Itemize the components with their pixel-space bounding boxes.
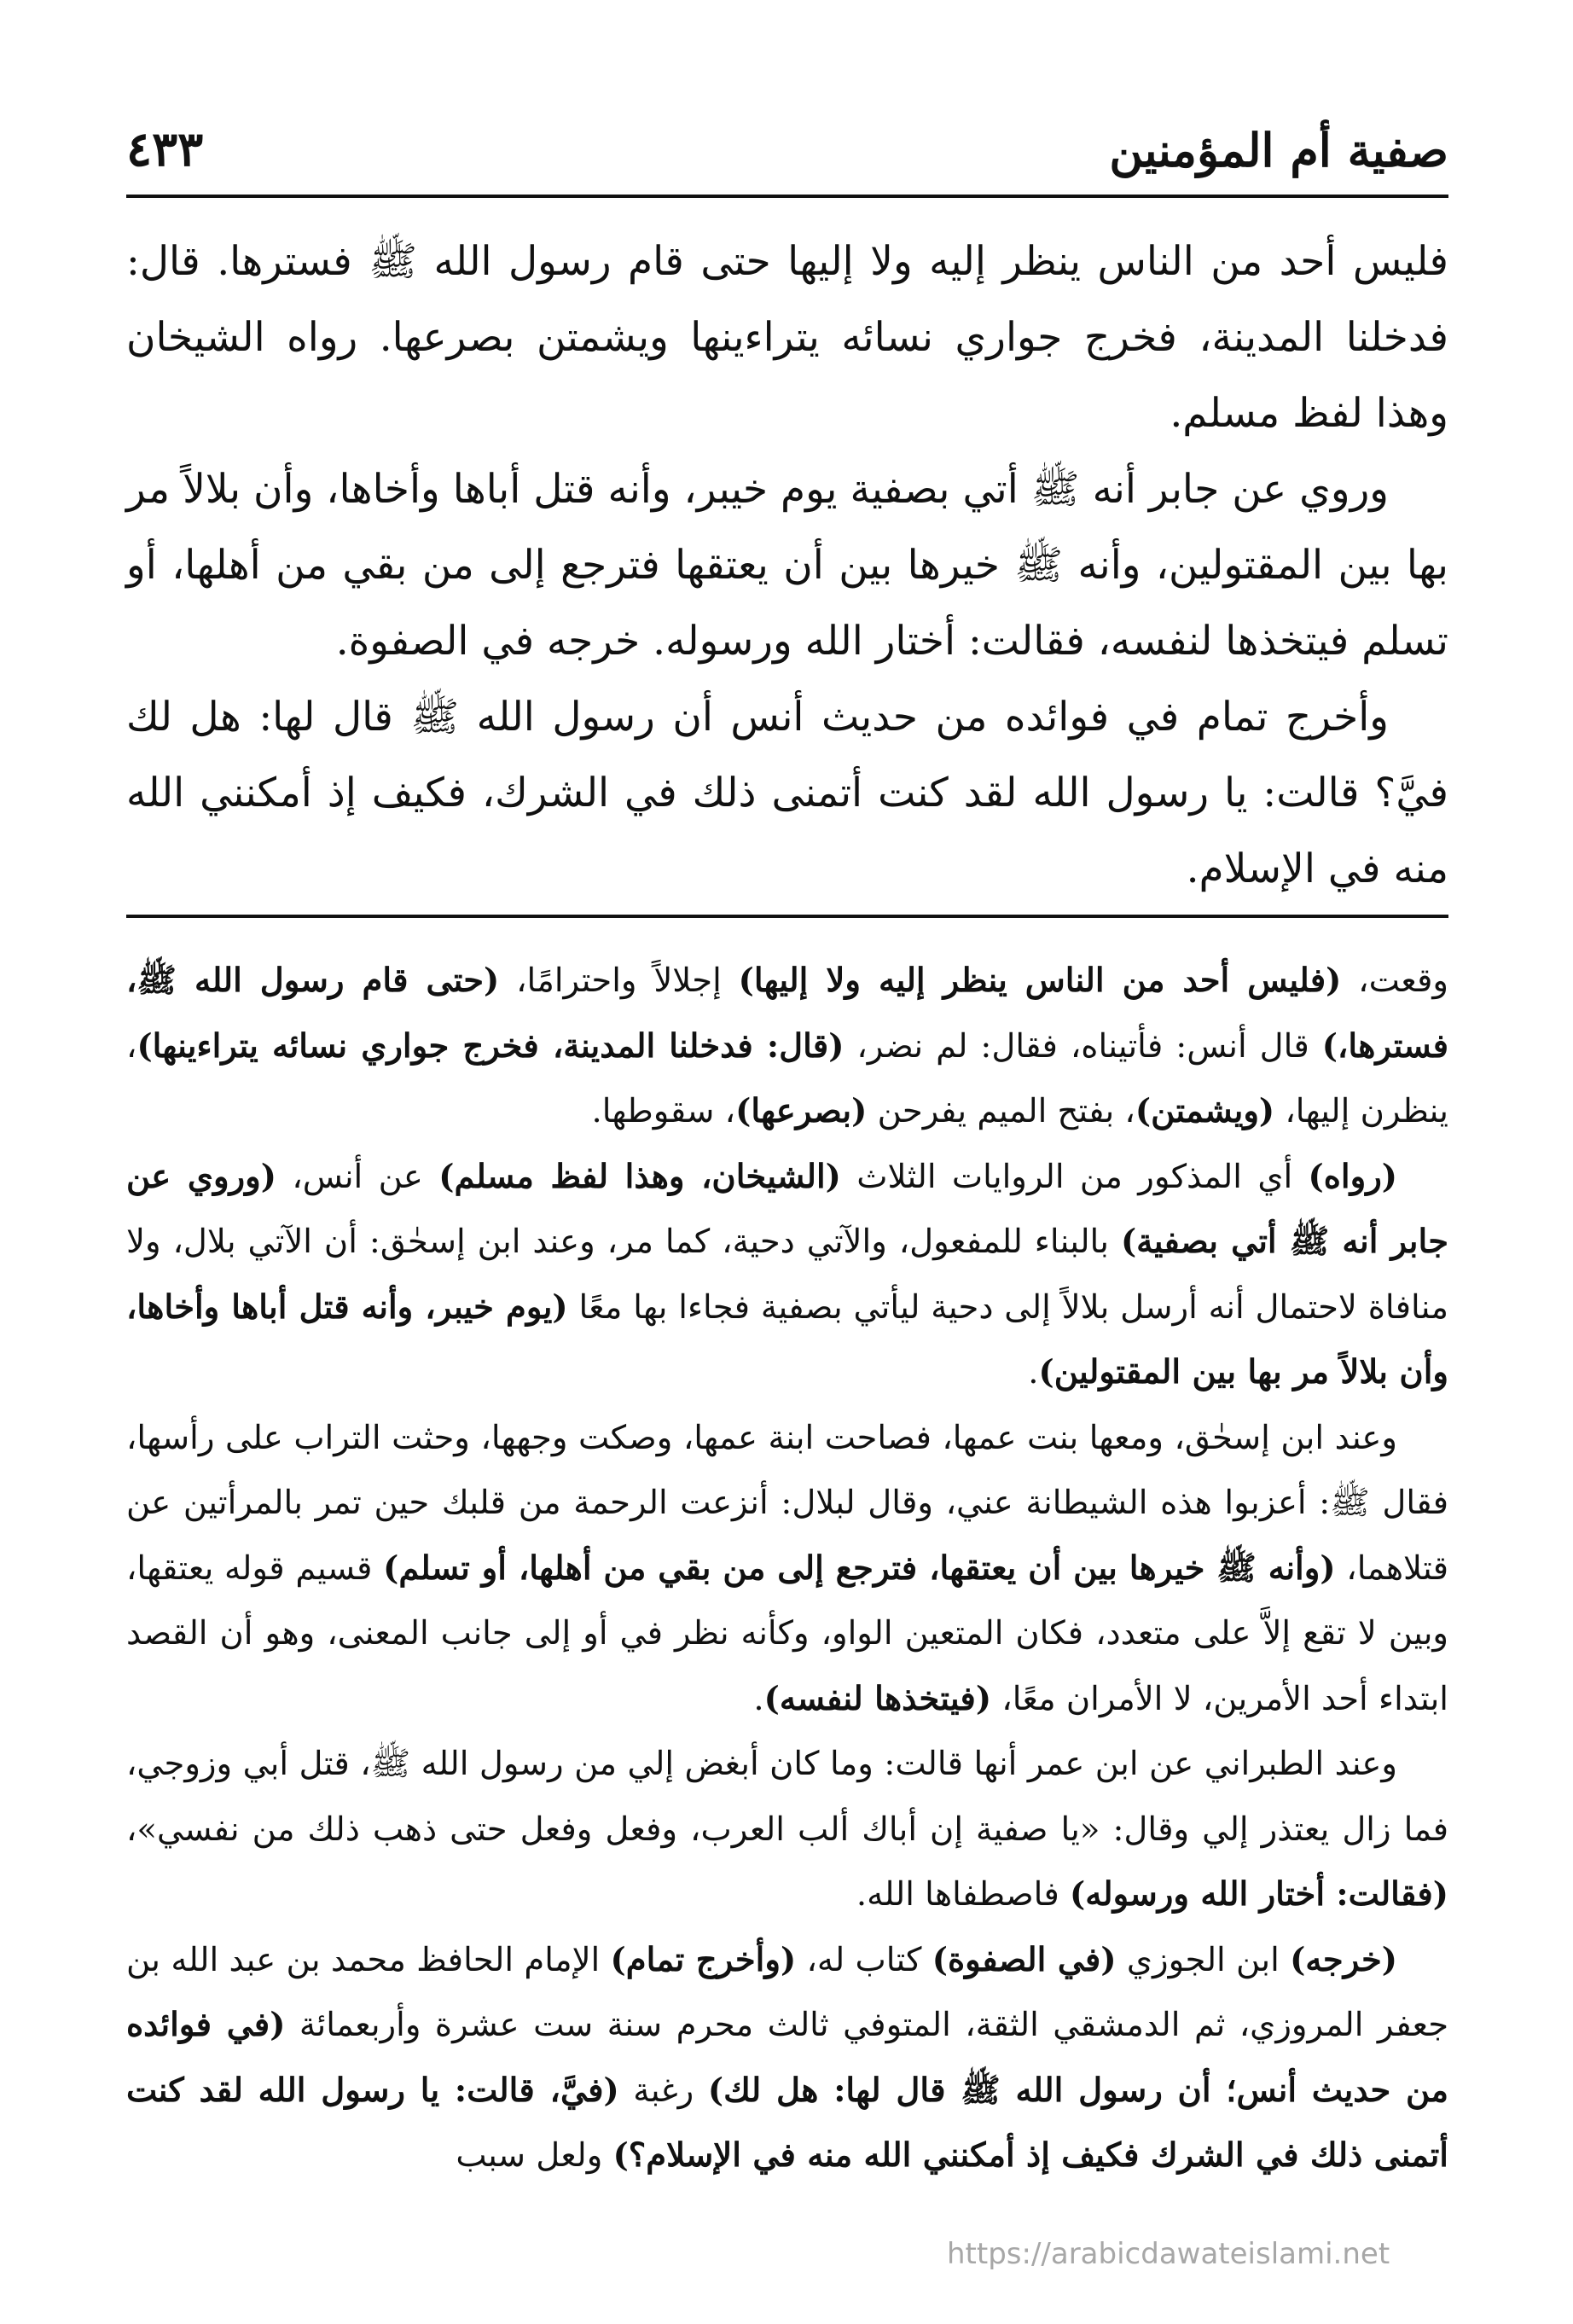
header-rule: [126, 195, 1448, 198]
commentary-paragraph-2: [126, 1145, 1448, 1406]
commentary-divider: [126, 915, 1448, 918]
commentary-text: ابن الجوزي: [1116, 1940, 1291, 1979]
commentary-text: رغبة: [618, 2071, 708, 2110]
commentary-text: عن أنس،: [276, 1157, 439, 1196]
quoted-text: (قال: فدخلنا المدينة، فخرج جواري نسائه يتراءينها): [136, 1026, 845, 1066]
quoted-text: (وأخرج تمام): [610, 1940, 797, 1979]
quoted-text: (في الصفوة): [932, 1940, 1117, 1979]
quoted-text: (بصرعها): [735, 1092, 868, 1130]
commentary-text: الإمام الحافظ محمد بن عبد الله بن جعفر المروزي، ثم الدمشقي الثقة، المتوفي ثالث محرم سنة ست عشرة وأربعمائة: [126, 1940, 1448, 2044]
page-header: [126, 92, 1448, 177]
commentary-text: .: [1028, 1353, 1039, 1391]
quoted-text: (وأنه ﷺ خيرها بين أن يعتقها، فترجع إلى من بقي من أهلها، أو تسلم): [383, 1548, 1336, 1588]
commentary-text: كتاب له،: [796, 1940, 932, 1979]
quoted-text: (الشيخان، وهذا لفظ مسلم): [438, 1157, 841, 1196]
quoted-text: (فليس أحد من الناس ينظر إليه ولا إليها): [738, 962, 1342, 1000]
commentary-text: قال أنس: فأتيناه، فقال: لم نضر،: [844, 1026, 1322, 1066]
commentary-text: .: [753, 1679, 764, 1718]
quoted-text: (يوم خيبر، وأنه قتل أباها وأخاها، وأن بلالاً مر بها بين المقتولين): [126, 1287, 1448, 1391]
main-text: [126, 224, 1448, 907]
commentary-paragraph-4: [126, 1732, 1448, 1928]
commentary-text: أي المذكور من الروايات الثلاث: [840, 1157, 1309, 1196]
commentary-text: ، ينظرن إليها،: [126, 1026, 1448, 1130]
commentary-text: إجلالاً واحترامًا،: [499, 962, 739, 1000]
commentary-paragraph-3: [126, 1406, 1448, 1733]
commentary-text: ، بفتح الميم يفرحن: [867, 1092, 1135, 1130]
quoted-text: (رواه): [1308, 1157, 1398, 1196]
commentary-text: وعند ابن إسحٰق، ومعها بنت عمها، فصاحت ابنة عمها، وصكت وجهها، وحثت التراب على رأسها، فقال ﷺ: أعزبوا هذه الشيطانة عني، وقال لبلال: أنزعت الرحمة من قلبك حين تمر بالمرأتين عن قتلاهما،: [126, 1418, 1449, 1588]
quoted-text: (فيتخذها لنفسه): [763, 1679, 992, 1718]
quoted-text: (فيَّ، قالت: يا رسول الله لقد كنت أتمنى ذلك في الشرك فكيف إذ أمكنني الله منه في الإسلام؟): [126, 2071, 1448, 2175]
main-paragraph-1: فليس أحد من الناس ينظر إليه ولا إليها حتى قام رسول الله ﷺ فسترها. قال: فدخلنا المدينة، فخرج جواري نسائه يتراءينها ويشمتن بصرعها. رواه الشيخان وهذا لفظ مسلم.: [126, 238, 1448, 437]
running-title: صفية أم المؤمنين: [1109, 123, 1448, 177]
quoted-text: (فقالت: أختار الله ورسوله): [1070, 1875, 1448, 1914]
commentary-text: ولعل سبب: [456, 2136, 613, 2175]
commentary-paragraph-5: [126, 1928, 1448, 2189]
commentary-text: بالبناء للمفعول، والآتي دحية، كما مر، وعند ابن إسحٰق: أن الآتي بلال، ولا منافاة لاحتمال أنه أرسل بلالاً إلى دحية ليأتي بصفية فجاءا بها معًا: [126, 1223, 1449, 1327]
commentary-paragraph-1: [126, 949, 1448, 1145]
page-number: ٤٣٣: [126, 121, 204, 177]
commentary-text: ، سقوطها.: [591, 1092, 736, 1130]
commentary-text: وعند الطبراني عن ابن عمر أنها قالت: وما كان أبغض إلي من رسول الله ﷺ، قتل أبي وزوجي، فما زال يعتذر إلي وقال: «يا صفية إن أباك ألب العرب، وفعل وفعل حتى ذهب ذلك من نفسي»،: [126, 1745, 1448, 1849]
commentary-text: فاصطفاها الله.: [856, 1875, 1071, 1914]
quoted-text: (ويشمتن): [1135, 1092, 1275, 1130]
watermark: https://arabicdawateislami.net: [947, 2237, 1390, 2271]
commentary-text: وقعت،: [1341, 962, 1448, 1000]
main-paragraph-2: وروي عن جابر أنه ﷺ أتي بصفية يوم خيبر، وأنه قتل أباها وأخاها، وأن بلالاً مر بها بين المقتولين، وأنه ﷺ خيرها بين أن يعتقها فترجع إلى من بقي من أهلها، أو تسلم فيتخذها لنفسه، فقالت: أختار الله ورسوله. خرجه في الصفوة.: [126, 466, 1448, 665]
main-paragraph-3: وأخرج تمام في فوائده من حديث أنس أن رسول الله ﷺ قال لها: هل لك فيَّ؟ قالت: يا رسول الله لقد كنت أتمنى ذلك في الشرك، فكيف إذ أمكنني الله منه في الإسلام.: [126, 694, 1448, 892]
quoted-text: (في فوائده من حديث أنس؛ أن رسول الله ﷺ قال لها: هل لك): [126, 2006, 1448, 2110]
commentary-text: قسيم قوله يعتقها، وبين لا تقع إلاَّ على متعدد، فكان المتعين الواو، وكأنه نظر في أو إلى جانب المعنى، وهو أن القصد ابتداء أحد الأمرين، لا الأمران معًا،: [126, 1548, 1449, 1718]
quoted-text: (حتى قام رسول الله ﷺ، فسترها،): [126, 962, 1448, 1066]
quoted-text: (وروي عن جابر أنه ﷺ أتي بصفية): [126, 1157, 1448, 1261]
commentary: [126, 949, 1448, 2189]
quoted-text: (خرجه): [1290, 1940, 1397, 1979]
